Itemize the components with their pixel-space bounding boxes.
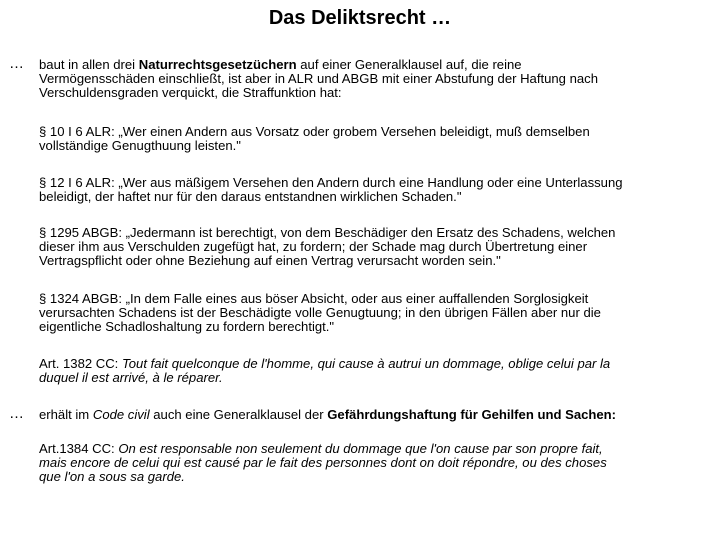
text-run: auch eine Generalklausel der bbox=[149, 407, 328, 422]
bullet-paragraph-naturrecht bbox=[39, 58, 717, 100]
italic-quote: mais encore de celui qui est causé par le fait des personnes dont on doit répondre, ou des choses bbox=[39, 455, 607, 470]
text-line: verursachten Schadens ist der Beschädigte volle Genugtuung; in den übrigen Fällen aber nur die bbox=[39, 305, 601, 320]
text-line: eigentliche Schadloshaltung zu fordern berechtigt." bbox=[39, 319, 335, 334]
text-line bbox=[39, 442, 717, 456]
text-line bbox=[39, 357, 717, 371]
italic-quote: Tout fait quelconque de l'homme, qui cause à autrui un dommage, oblige celui par la bbox=[121, 356, 611, 371]
text-line: beleidigt, der haftet nur für den daraus entstandnen wirklichen Schaden." bbox=[39, 189, 462, 204]
italic-quote: que l'on a sous sa garde. bbox=[39, 469, 185, 484]
text-line: dieser ihm aus Verschulden zugefügt hat, zu fordern; der Schade mag durch Übertretung einer bbox=[39, 239, 588, 254]
text-line: § 12 I 6 ALR: „Wer aus mäßigem Versehen den Andern durch eine Handlung oder eine Unterlassung bbox=[39, 175, 623, 190]
text-run: baut in allen drei bbox=[39, 57, 139, 72]
text-run: Art. 1382 CC: bbox=[39, 356, 122, 371]
text-line: § 1295 ABGB: „Jedermann ist berechtigt, von dem Beschädiger den Ersatz des Schadens, welchen bbox=[39, 225, 616, 240]
text-line: Verschuldensgraden verquickt, die Straffunktion hat: bbox=[39, 85, 342, 100]
quote-alr-12 bbox=[39, 176, 717, 204]
text-run: erhält im bbox=[39, 407, 93, 422]
text-line bbox=[39, 58, 717, 72]
text-line: vollständige Genugthuung leisten." bbox=[39, 138, 241, 153]
quote-cc-1384 bbox=[39, 442, 717, 484]
quote-abgb-1324 bbox=[39, 292, 717, 334]
italic-quote: duquel il est arrivé, à le réparer. bbox=[39, 370, 223, 385]
text-run: auf einer Generalklausel auf, die reine bbox=[296, 57, 522, 72]
italic-quote: On est responsable non seulement du dommage que l'on cause par son propre fait, bbox=[118, 441, 603, 456]
text-line: Vertragspflicht oder ohne Beziehung auf einen Vertrag verursacht worden sein." bbox=[39, 253, 501, 268]
quote-cc-1382 bbox=[39, 357, 717, 385]
italic-term: Code civil bbox=[92, 407, 150, 422]
text-line bbox=[39, 456, 717, 470]
text-run: Art.1384 CC: bbox=[39, 441, 119, 456]
text-line bbox=[39, 408, 717, 422]
bold-term: Naturrechtsgesetzüchern bbox=[138, 57, 297, 72]
text-line bbox=[39, 371, 717, 385]
text-line: § 1324 ABGB: „In dem Falle eines aus böser Absicht, oder aus einer auffallenden Sorglosigkeit bbox=[39, 291, 589, 306]
bullet-marker: … bbox=[9, 405, 24, 422]
quote-abgb-1295 bbox=[39, 226, 717, 268]
bullet-paragraph-code-civil bbox=[39, 408, 717, 422]
slide-title: Das Deliktsrecht … bbox=[268, 7, 452, 29]
text-line: § 10 I 6 ALR: „Wer einen Andern aus Vorsatz oder grobem Versehen beleidigt, muß demselben bbox=[39, 124, 590, 139]
bullet-marker: … bbox=[9, 55, 24, 72]
text-line bbox=[39, 470, 717, 484]
bold-term: Gefährdungshaftung für Gehilfen und Sachen: bbox=[327, 407, 617, 422]
quote-alr-10 bbox=[39, 125, 717, 153]
text-line: Vermögensschäden einschließt, ist aber in ALR und ABGB mit einer Abstufung der Haftung nach bbox=[39, 71, 598, 86]
